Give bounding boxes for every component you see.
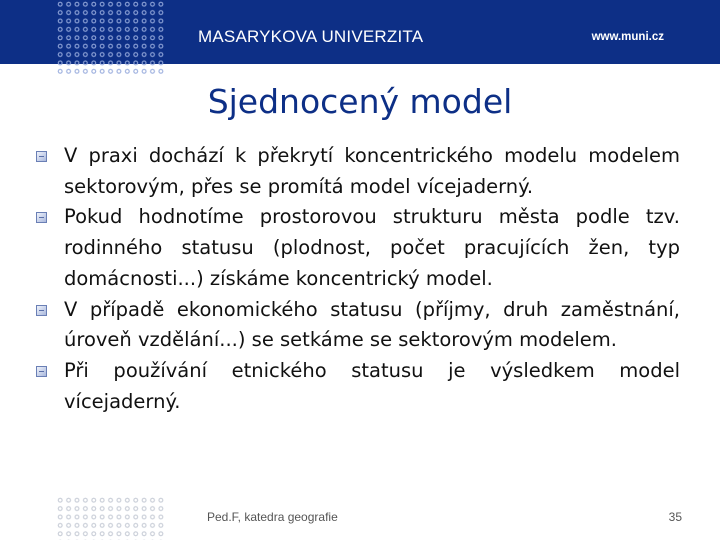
bullet-text: V případě ekonomického statusu (příjmy, druh zaměstnání, úroveň vzdělání...) se setkáme se sektorovým modelem. [64, 297, 680, 352]
header-dot-pattern [56, 0, 166, 74]
footer-department: Ped.F, katedra geografie [207, 510, 338, 524]
slide-title: Sjednocený model [207, 82, 513, 121]
university-name: MASARYKOVA UNIVERZITA [198, 27, 424, 46]
bullet-item [34, 202, 680, 294]
bullet-item [34, 141, 680, 202]
bullet-text: Pokud hodnotíme prostorovou strukturu města podle tzv. rodinného statusu (plodnost, počet pracujících žen, typ domácnosti...) získáme koncentrický model. [64, 205, 680, 290]
bullet-list [34, 141, 680, 417]
square-bullet-icon [36, 305, 47, 316]
square-bullet-icon [36, 151, 47, 162]
bullet-item [34, 356, 680, 417]
square-bullet-icon [36, 212, 47, 223]
footer-dot-pattern [56, 496, 166, 540]
website-link[interactable]: www.muni.cz [591, 31, 664, 43]
bullet-text: Při používání etnického statusu je výsledkem model vícejaderný. [64, 358, 680, 413]
square-bullet-icon [36, 366, 47, 377]
page-number: 35 [668, 510, 682, 524]
bullet-item [34, 295, 680, 356]
bullet-text: V praxi dochází k překrytí koncentrického modelu modelem sektorovým, přes se promítá model vícejaderný. [64, 144, 680, 198]
